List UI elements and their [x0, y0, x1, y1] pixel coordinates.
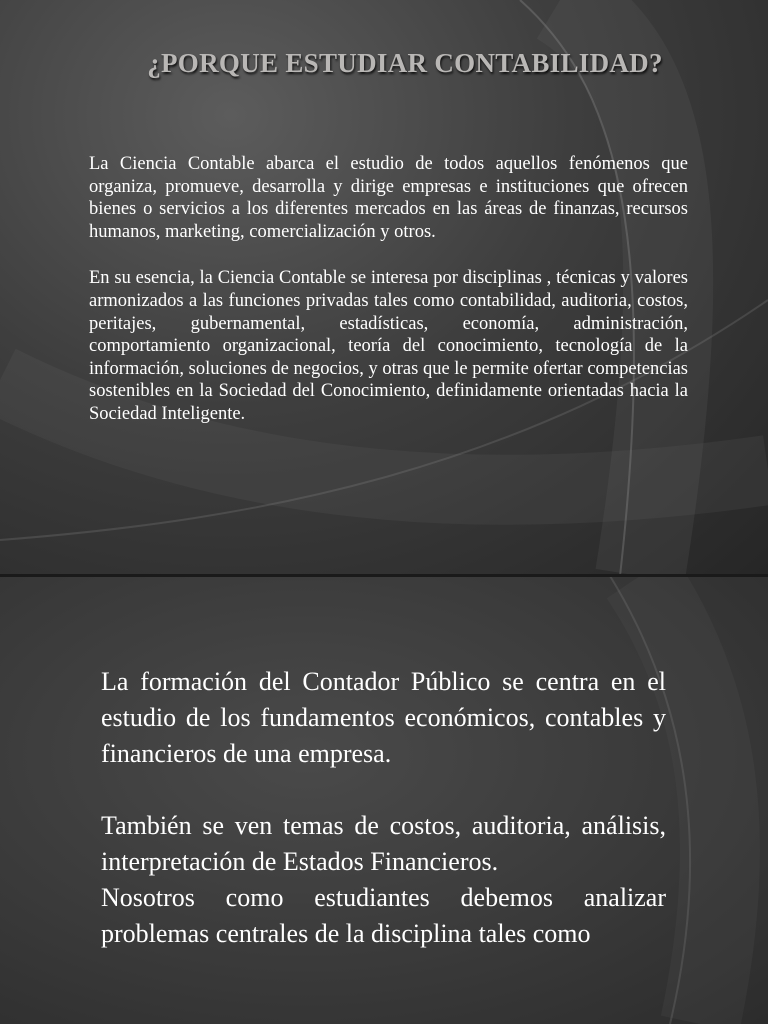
paragraph: En su esencia, la Ciencia Contable se interesa por disciplinas , técnicas y valores armonizados a las funciones privadas tales como contabilidad, auditoria, costos, peritajes, gubernamental, estadísticas, economía, administración, comportamiento organizacional, teoría del conocimiento, tecnología de la información, soluciones de negocios, y otras que le permite ofertar competencias sostenibles en la Sociedad del Conocimiento, definidamente orientadas hacia la Sociedad Inteligente.: [89, 268, 688, 424]
slide-1-body: [89, 153, 688, 450]
slide-title: ¿PORQUE ESTUDIAR CONTABILIDAD?: [147, 48, 663, 78]
slide-2-body: [101, 664, 666, 952]
page-divider: [0, 574, 768, 577]
paragraph: También se ven temas de costos, auditoria, análisis, interpretación de Estados Financieros.: [101, 811, 666, 876]
slide-2: [0, 576, 768, 1024]
paragraph: La formación del Contador Público se centra en el estudio de los fundamentos económicos, contables y financieros de una empresa.: [101, 667, 666, 768]
paragraph: Nosotros como estudiantes debemos analizar problemas centrales de la disciplina tales como: [101, 883, 666, 948]
paragraph: La Ciencia Contable abarca el estudio de todos aquellos fenómenos que organiza, promueve, desarrolla y dirige empresas e instituciones que ofrecen bienes o servicios a los diferentes mercados en las áreas de finanzas, recursos humanos, marketing, comercialización y otros.: [89, 154, 688, 242]
